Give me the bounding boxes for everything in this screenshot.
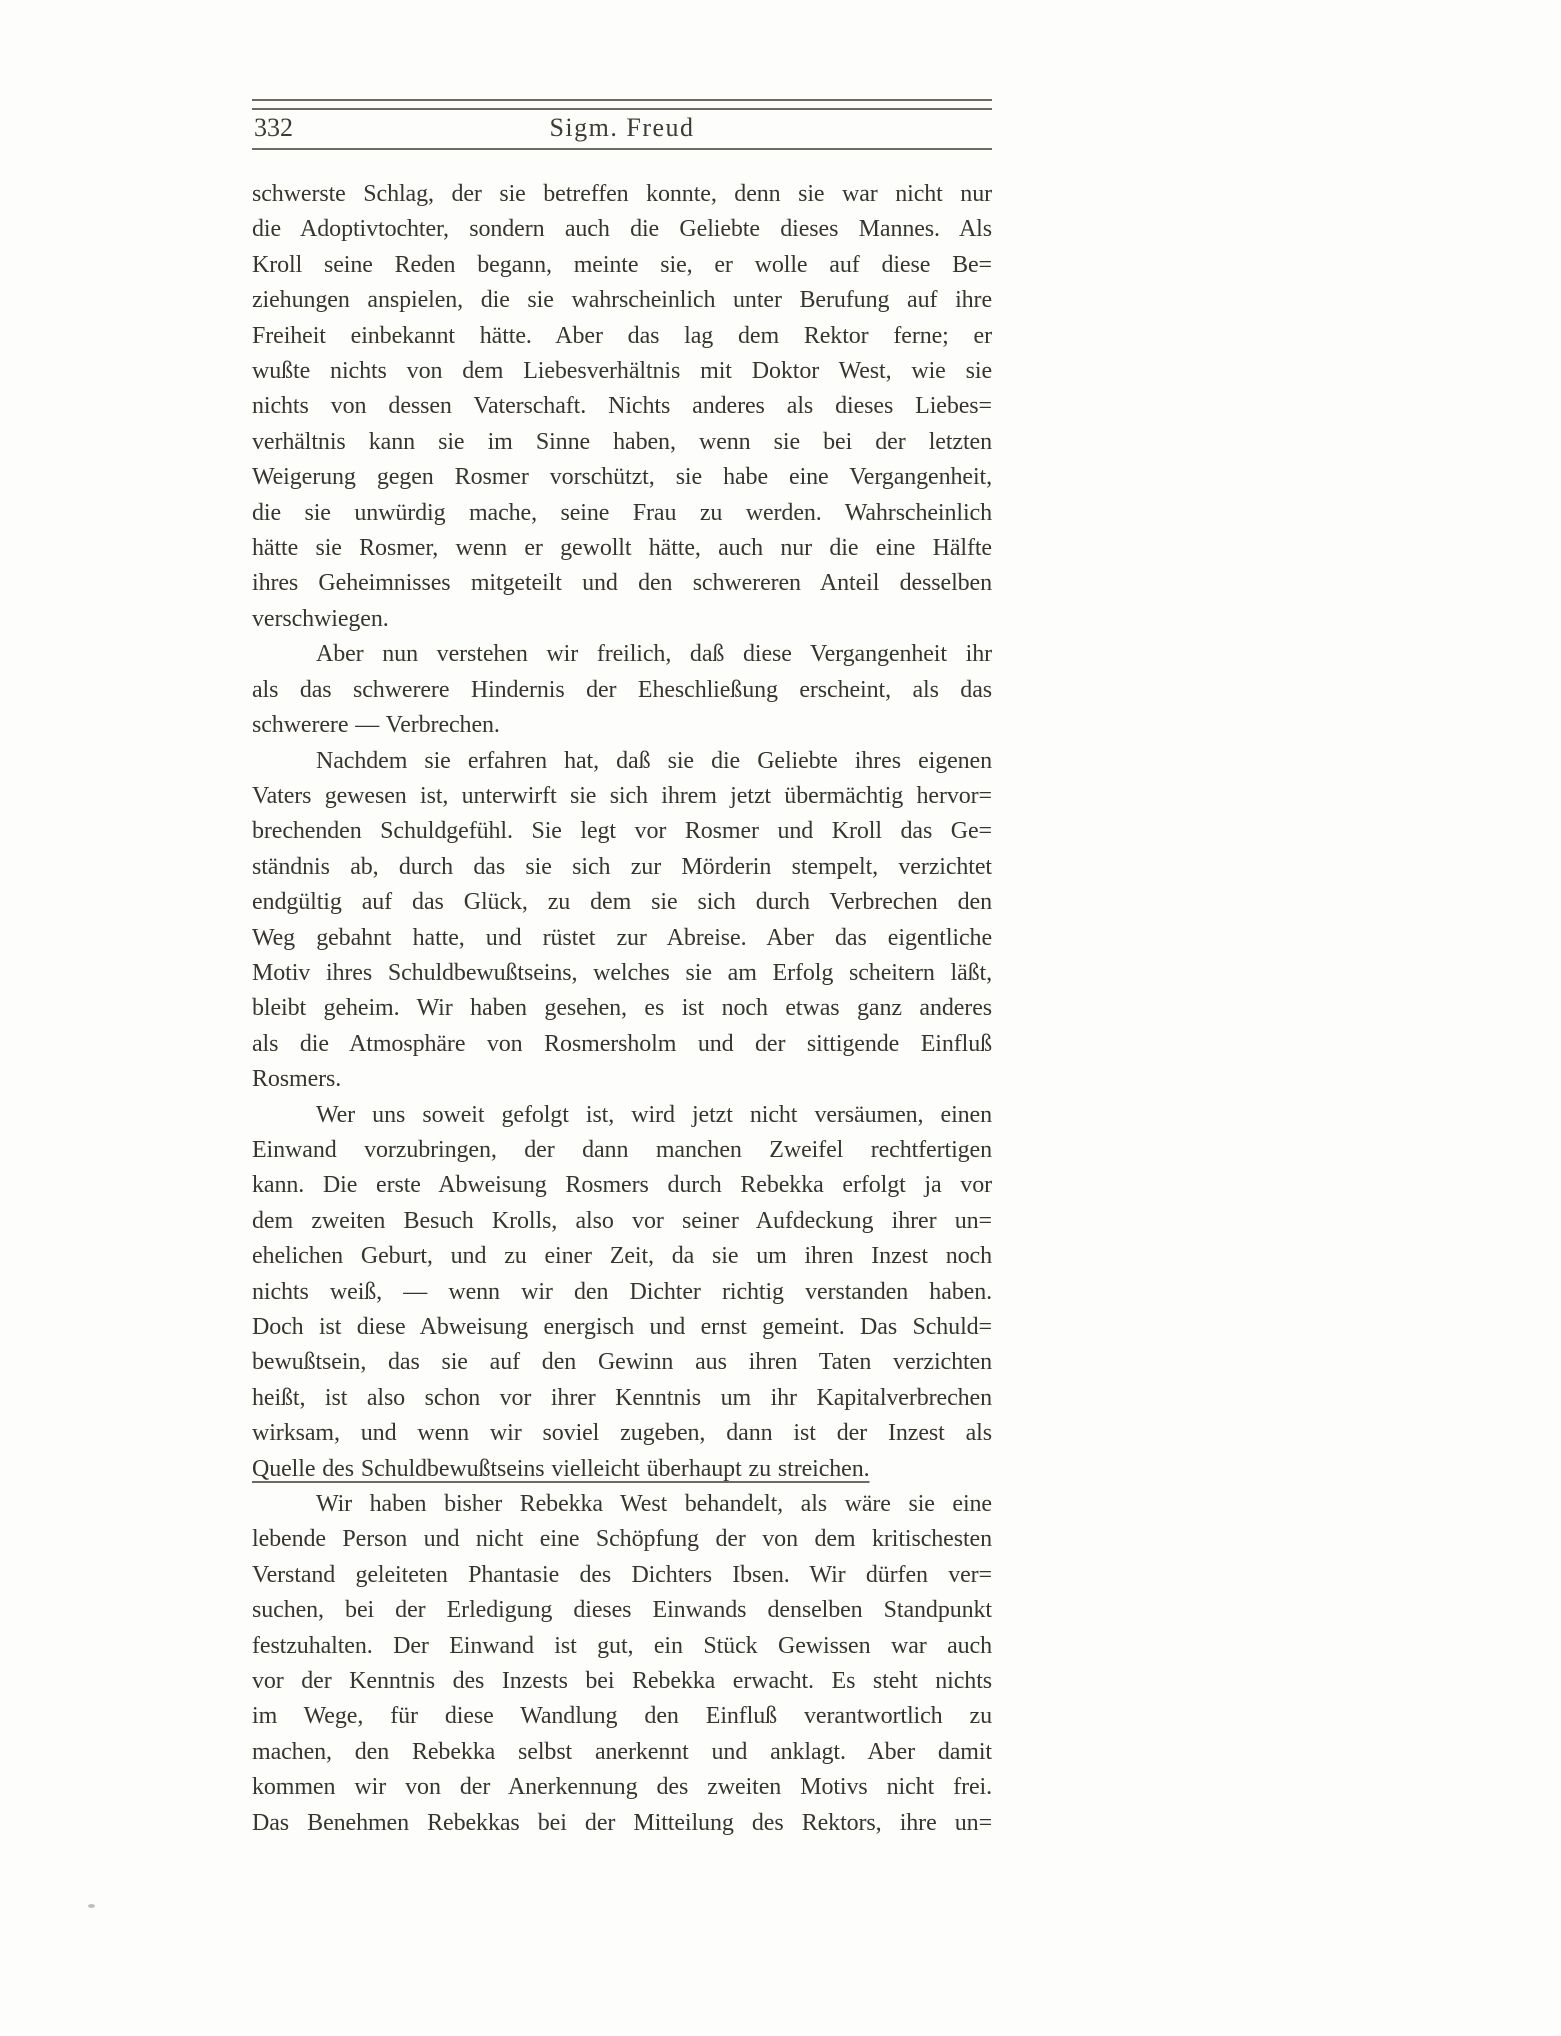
text-line: kann. Die erste Abweisung Rosmers durch Rebekka erfolgt ja vor (252, 1172, 992, 1199)
text-line: nichts weiß, — wenn wir den Dichter richtig verstanden haben. (252, 1278, 992, 1305)
page-content (252, 99, 992, 1841)
paragraph (252, 637, 992, 743)
text-line: bleibt geheim. Wir haben gesehen, es ist noch etwas ganz anderes (252, 995, 992, 1022)
text-line: schwerste Schlag, der sie betreffen konnte, denn sie war nicht nur (252, 181, 992, 207)
text-line: Wer uns soweit gefolgt ist, wird jetzt nicht versäumen, einen (316, 1101, 992, 1128)
paragraph (252, 744, 992, 1098)
text-line: Rosmers. (252, 1066, 342, 1093)
text-line: Vaters gewesen ist, unterwirft sie sich ihrem jetzt übermächtig hervor= (252, 782, 992, 809)
text-block (252, 177, 992, 1841)
text-line: als die Atmosphäre von Rosmersholm und der sittigende Einfluß (252, 1030, 992, 1057)
text-line: heißt, ist also schon vor ihrer Kenntnis um ihr Kapitalverbrechen (252, 1384, 992, 1411)
text-line: als das schwerere Hindernis der Eheschließung erscheint, als das (252, 676, 992, 703)
text-line: die sie unwürdig mache, seine Frau zu werden. Wahrscheinlich (252, 499, 992, 526)
text-line: verschwiegen. (252, 605, 389, 632)
text-line: suchen, bei der Erledigung dieses Einwands denselben Standpunkt (252, 1597, 992, 1624)
paragraph (252, 177, 992, 637)
text-line: wirksam, und wenn wir soviel zugeben, dann ist der Inzest als (252, 1420, 992, 1447)
text-line: ehelichen Geburt, und zu einer Zeit, da sie um ihren Inzest noch (252, 1243, 992, 1270)
text-line: ständnis ab, durch das sie sich zur Mörderin stempelt, verzichtet (252, 853, 992, 880)
text-line: nichts von dessen Vaterschaft. Nichts anderes als dieses Liebes= (252, 393, 992, 420)
text-line: hätte sie Rosmer, wenn er gewollt hätte, auch nur die eine Hälfte (252, 535, 992, 562)
text-line: Aber nun verstehen wir freilich, daß diese Vergangenheit ihr (316, 641, 992, 668)
text-line: lebende Person und nicht eine Schöpfung der von dem kritischesten (252, 1526, 992, 1553)
running-head (252, 110, 992, 148)
text-line: Einwand vorzubringen, der dann manchen Zweifel rechtfertigen (252, 1136, 992, 1163)
text-line: die Adoptivtochter, sondern auch die Geliebte dieses Mannes. Als (252, 216, 992, 243)
text-line: Wir haben bisher Rebekka West behandelt, als wäre sie eine (316, 1491, 992, 1518)
text-line: Quelle des Schuldbewußtseins vielleicht überhaupt zu streichen. (252, 1455, 870, 1482)
header-top-rule (252, 99, 992, 110)
text-line: Doch ist diese Abweisung energisch und ernst gemeint. Das Schuld= (252, 1314, 992, 1340)
text-line: schwerere — Verbrechen. (252, 712, 500, 739)
text-line: Nachdem sie erfahren hat, daß sie die Geliebte ihres eigenen (316, 747, 992, 774)
text-line: kommen wir von der Anerkennung des zweiten Motivs nicht frei. (252, 1774, 992, 1801)
running-title: Sigm. Freud (549, 113, 695, 142)
text-line: Weigerung gegen Rosmer vorschützt, sie habe eine Vergangenheit, (252, 464, 992, 491)
paragraph (252, 1487, 992, 1841)
text-line: wußte nichts von dem Liebesverhältnis mit Doktor West, wie sie (252, 358, 992, 385)
text-line: Das Benehmen Rebekkas bei der Mitteilung des Rektors, ihre un= (252, 1809, 992, 1836)
text-line: Motiv ihres Schuldbewußtseins, welches sie am Erfolg scheitern läßt, (252, 959, 992, 986)
text-line: endgültig auf das Glück, zu dem sie sich durch Verbrechen den (252, 889, 992, 916)
text-line: verhältnis kann sie im Sinne haben, wenn sie bei der letzten (252, 428, 992, 455)
text-line: Verstand geleiteten Phantasie des Dichters Ibsen. Wir dürfen ver= (252, 1561, 992, 1588)
scan-artifact-dot (88, 1904, 95, 1908)
text-line: vor der Kenntnis des Inzests bei Rebekka erwacht. Es steht nichts (252, 1668, 992, 1695)
page-number: 332 (254, 113, 293, 142)
text-line: ziehungen anspielen, die sie wahrscheinlich unter Berufung auf ihre (252, 287, 992, 314)
text-line: bewußtsein, das sie auf den Gewinn aus ihren Taten verzichten (252, 1349, 992, 1376)
text-line: festzuhalten. Der Einwand ist gut, ein Stück Gewissen war auch (252, 1632, 992, 1659)
header-bottom-rule (252, 148, 992, 150)
page-header (252, 99, 992, 150)
text-line: dem zweiten Besuch Krolls, also vor seiner Aufdeckung ihrer un= (252, 1207, 992, 1234)
text-line: Freiheit einbekannt hätte. Aber das lag dem Rektor ferne; er (252, 322, 992, 349)
text-line: im Wege, für diese Wandlung den Einfluß verantwortlich zu (252, 1703, 992, 1730)
text-line: Kroll seine Reden begann, meinte sie, er wolle auf diese Be= (252, 251, 992, 278)
text-line: Weg gebahnt hatte, und rüstet zur Abreise. Aber das eigentliche (252, 924, 992, 951)
text-line: brechenden Schuldgefühl. Sie legt vor Rosmer und Kroll das Ge= (252, 818, 992, 845)
text-line: ihres Geheimnisses mitgeteilt und den schwereren Anteil desselben (252, 570, 992, 597)
text-line: machen, den Rebekka selbst anerkennt und anklagt. Aber damit (252, 1738, 992, 1765)
paragraph (252, 1098, 992, 1487)
